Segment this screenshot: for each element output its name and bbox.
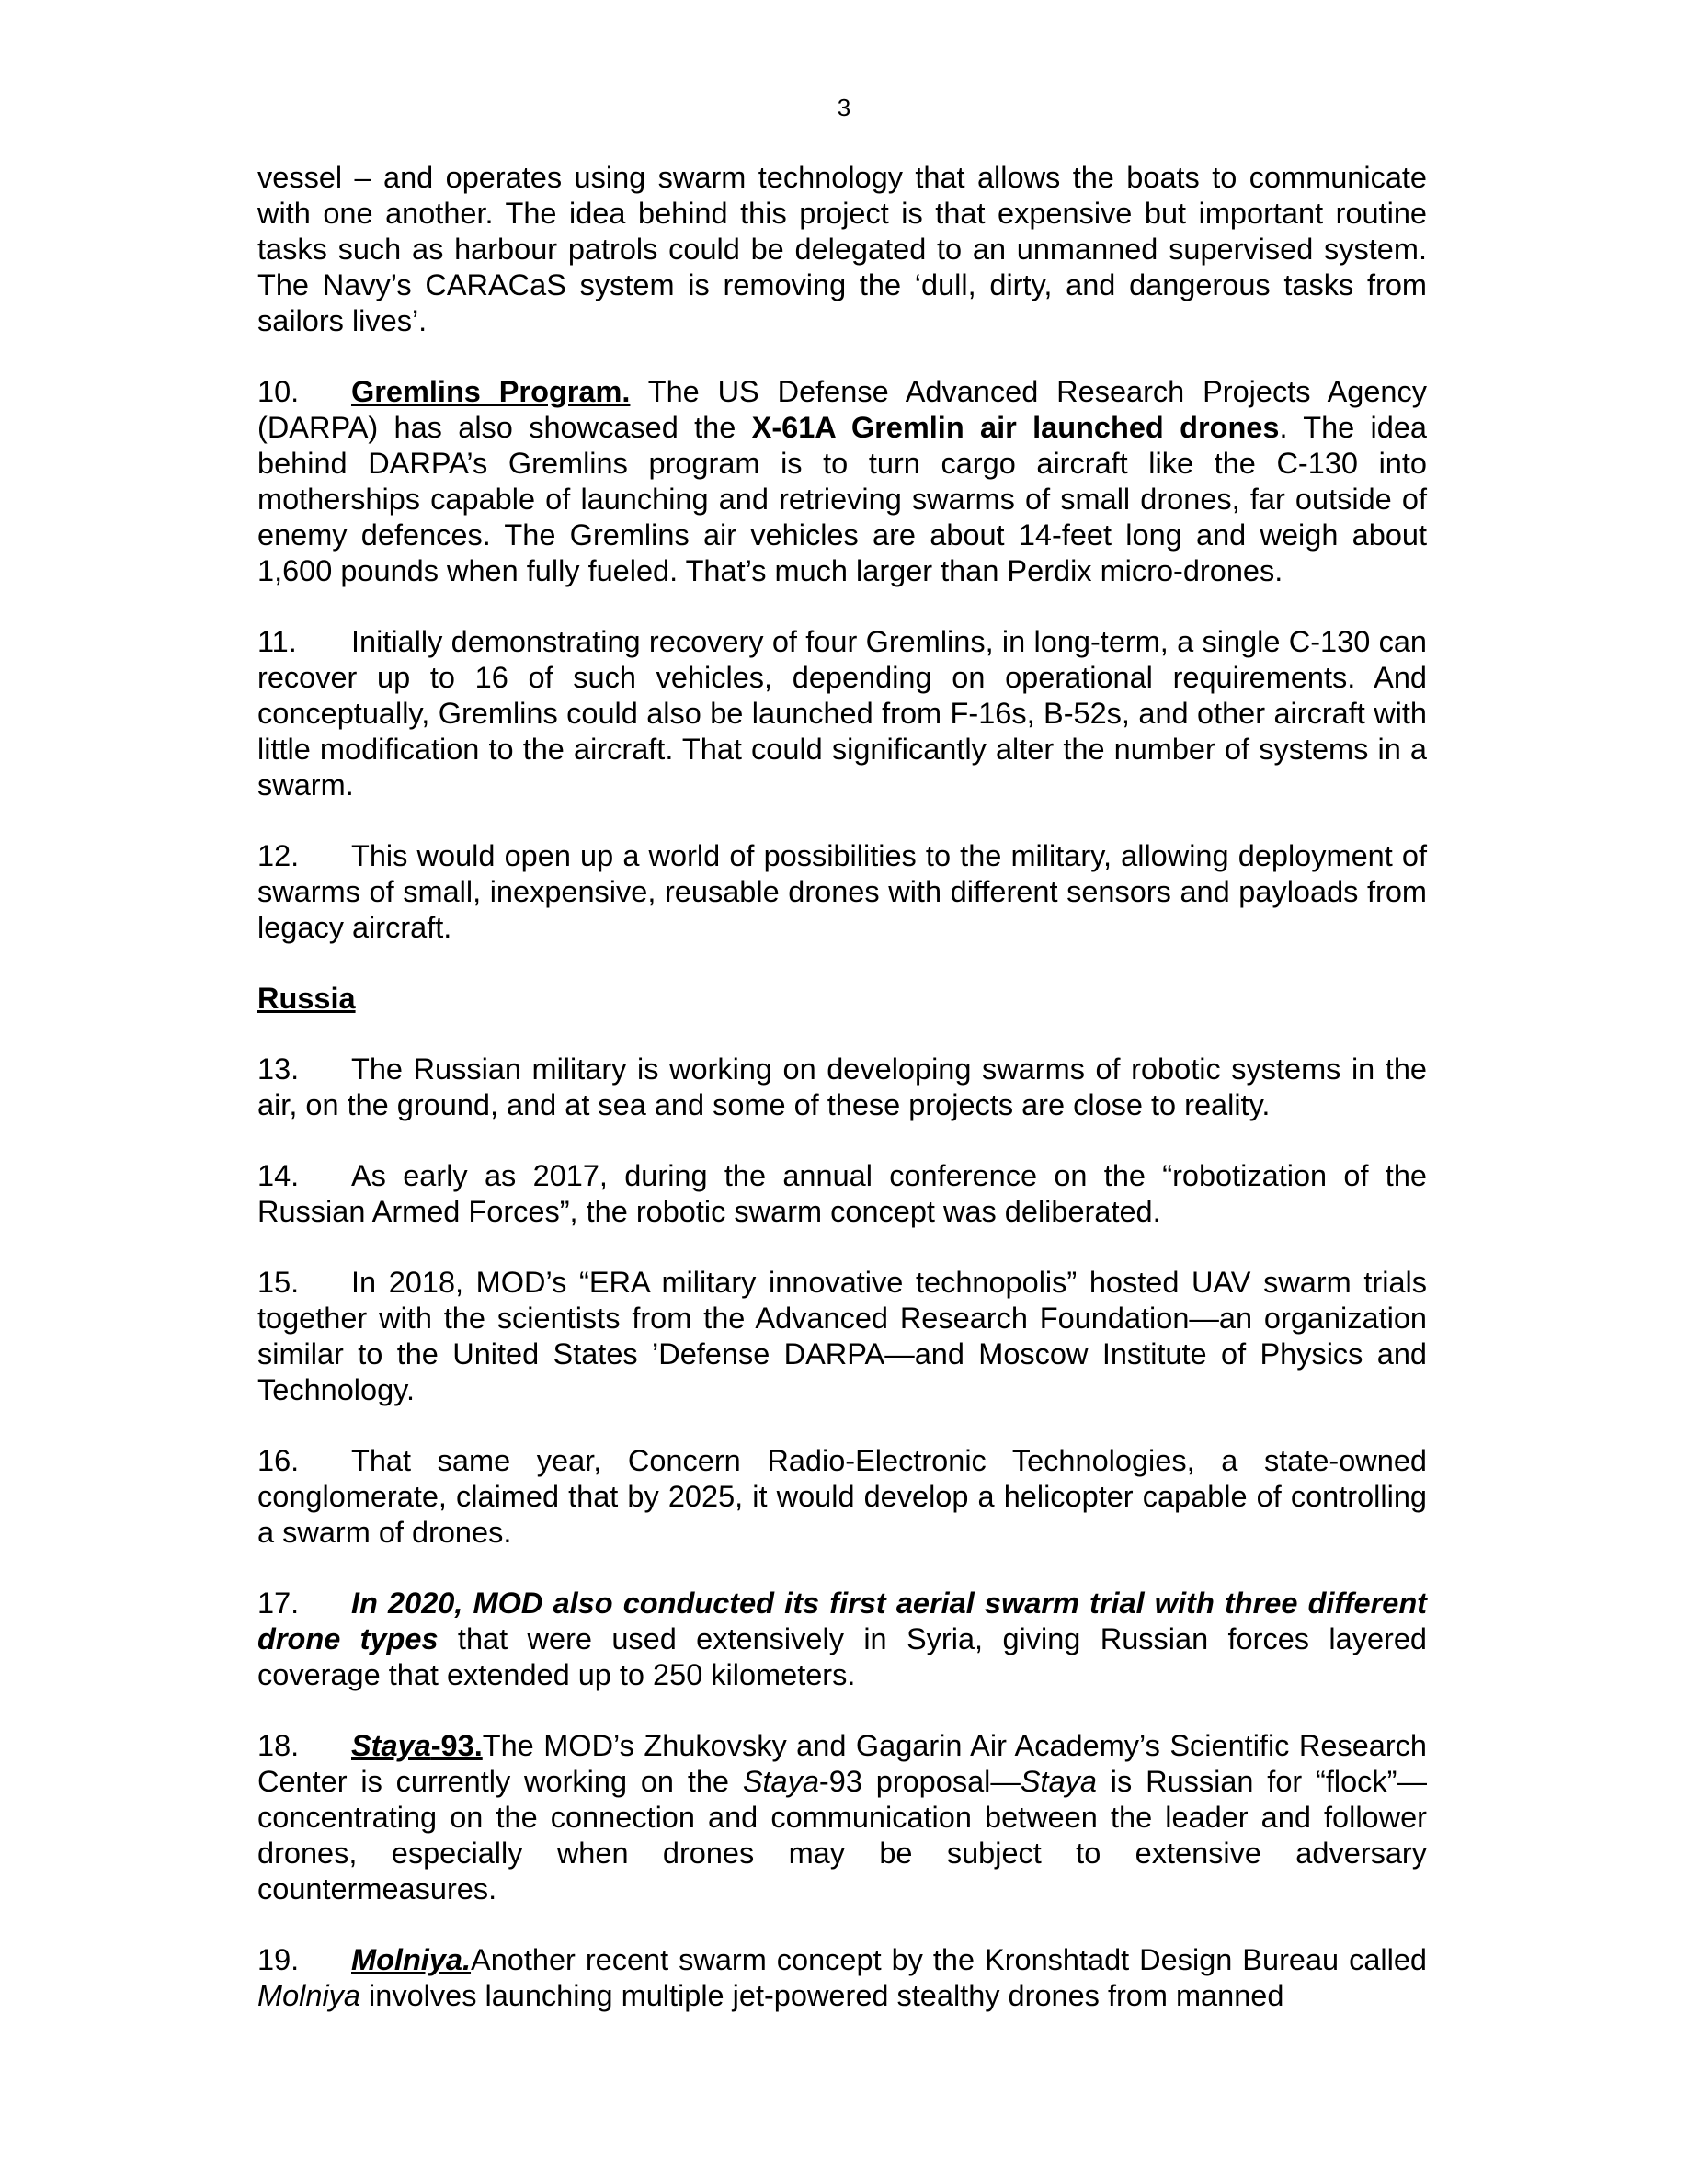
paragraph-19 [257, 1942, 1427, 2014]
paragraph-10 [257, 374, 1427, 589]
paragraph-text: That same year, Concern Radio-Electronic Technologies, a state-owned conglomerate, claimed that by 2025, it would develop a helicopter capable of controlling a swarm of drones. [257, 1444, 1427, 1549]
paragraph-text: involves launching multiple jet-powered stealthy drones from manned [360, 1979, 1284, 2012]
paragraph-15 [257, 1265, 1427, 1408]
paragraph-italic-text: Molniya [257, 1979, 360, 2012]
paragraph-number: 10. [257, 375, 300, 408]
paragraph-text: As early as 2017, during the annual conference on the “robotization of the Russian Armed Forces”, the robotic swarm concept was deliberated. [257, 1159, 1427, 1228]
paragraph-title: Gremlins Program. [351, 375, 631, 408]
paragraph-text: The Russian military is working on developing swarms of robotic systems in the air, on the ground, and at sea and some of these projects are close to reality. [257, 1052, 1427, 1121]
paragraph-text: Initially demonstrating recovery of four Gremlins, in long-term, a single C-130 can recover up to 16 of such vehicles, depending on operational requirements. And conceptually, Gremlins could also be launched from F-16s, B-52s, and other aircraft with little modification to the aircraft. That could significantly alter the number of systems in a swarm. [257, 625, 1427, 802]
document-body [257, 160, 1427, 2049]
page-number: 3 [837, 94, 851, 121]
paragraph-text: . The idea behind DARPA’s Gremlins program is to turn cargo aircraft like the C-130 into motherships capable of launching and retrieving swarms of small drones, far outside of enemy defences. The Gremlins air vehicles are about 14-feet long and weigh about 1,600 pounds when fully fueled. That’s much larger than Perdix micro-drones. [257, 411, 1427, 587]
paragraph-16 [257, 1443, 1427, 1551]
paragraph-title-italic: Staya [351, 1729, 431, 1762]
paragraph-italic-text: Staya [1020, 1765, 1097, 1798]
paragraph-number: 13. [257, 1052, 300, 1086]
paragraph-bold-italic-text: In 2020, MOD also conducted its first aerial swarm trial with three different drone types [257, 1587, 1427, 1655]
paragraph-text: that were used extensively in Syria, giving Russian forces layered coverage that extended up to 250 kilometers. [257, 1622, 1427, 1691]
paragraph-text: The US Defense Advanced Research Projects Agency (DARPA) has also showcased the [257, 375, 1427, 444]
paragraph-text: is Russian for “flock”—concentrating on the connection and communication between the leader and follower drones, especially when drones may be subject to extensive adversary countermeasures. [257, 1765, 1428, 1905]
paragraph-17 [257, 1586, 1427, 1693]
paragraph-title: Molniya. [351, 1943, 472, 1976]
paragraph-number: 11. [257, 625, 297, 658]
paragraph-14 [257, 1158, 1427, 1230]
paragraph-18 [257, 1728, 1427, 1907]
paragraph-text: The MOD’s Zhukovsky and Gagarin Air Academy’s Scientific Research Center is currently working on the [257, 1729, 1427, 1798]
section-heading-russia: Russia [257, 982, 356, 1015]
paragraph-13 [257, 1052, 1427, 1123]
paragraph-number: 16. [257, 1444, 300, 1477]
paragraph-number: 15. [257, 1266, 300, 1299]
paragraph-text: This would open up a world of possibilities to the military, allowing deployment of swarms of small, inexpensive, reusable drones with different sensors and payloads from legacy aircraft. [257, 839, 1427, 944]
paragraph-number: 12. [257, 839, 300, 872]
paragraph-text: -93 proposal— [818, 1765, 1021, 1798]
paragraph-title: -93. [430, 1729, 483, 1762]
paragraph-number: 19. [257, 1943, 300, 1976]
paragraph-number: 18. [257, 1729, 300, 1762]
paragraph-number: 14. [257, 1159, 300, 1192]
paragraph-number: 17. [257, 1587, 300, 1620]
paragraph-12 [257, 838, 1427, 946]
paragraph-text: Another recent swarm concept by the Kronshtadt Design Bureau called [471, 1943, 1427, 1976]
paragraph-text: In 2018, MOD’s “ERA military innovative technopolis” hosted UAV swarm trials together with the scientists from the Advanced Research Foundation—an organization similar to the United States ’Defense DARPA—and Moscow Institute of Physics and Technology. [257, 1266, 1427, 1406]
paragraph-11 [257, 624, 1427, 803]
paragraph-bold-text: X-61A Gremlin air launched drones [751, 411, 1280, 444]
paragraph-text: vessel – and operates using swarm technology that allows the boats to communicate with one another. The idea behind this project is that expensive but important routine tasks such as harbour patrols could be delegated to an unmanned supervised system. The Navy’s CARACaS system is removing the ‘dull, dirty, and dangerous tasks from sailors lives’. [257, 161, 1427, 337]
paragraph-intro [257, 160, 1427, 339]
paragraph-italic-text: Staya [742, 1765, 819, 1798]
